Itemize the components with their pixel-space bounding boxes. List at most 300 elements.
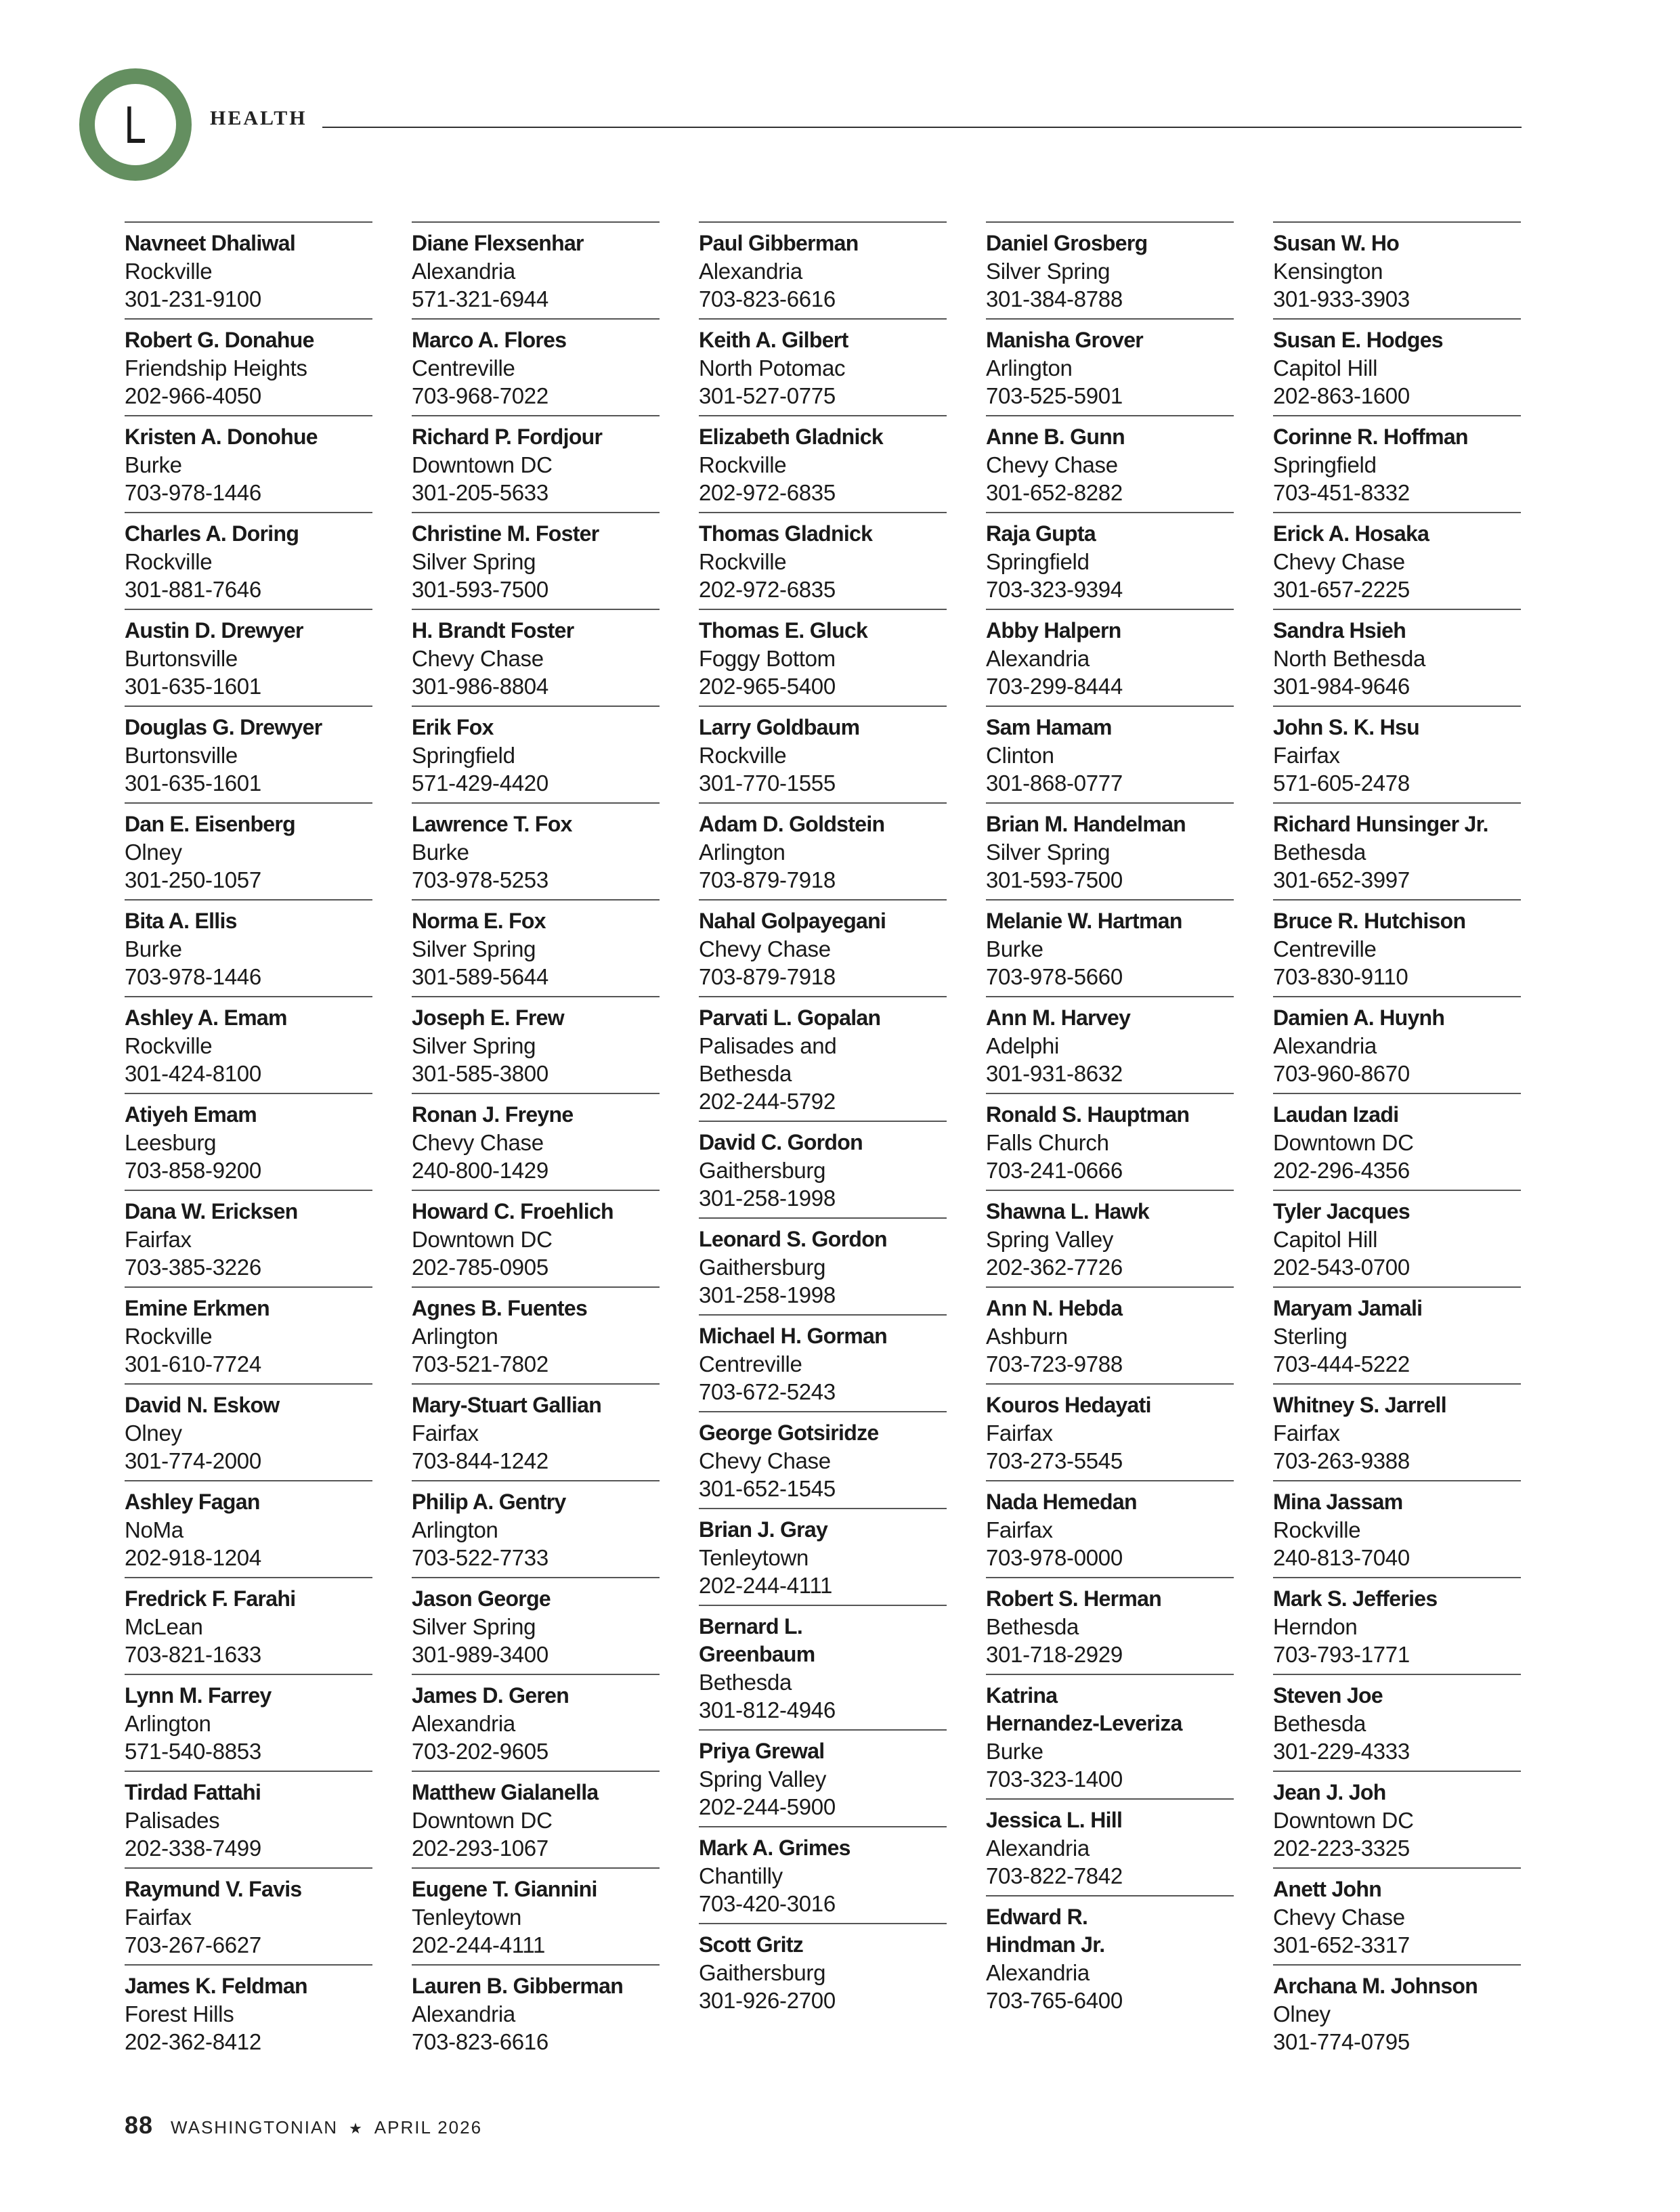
doctor-location: Rockville <box>125 259 213 284</box>
doctor-location: Bethesda <box>699 1061 792 1086</box>
doctor-phone: 301-610-7724 <box>125 1351 261 1376</box>
doctor-entry <box>1273 318 1521 415</box>
doctor-location: Alexandria <box>412 259 515 284</box>
doctor-location: Fairfax <box>1273 1421 1340 1446</box>
doctor-location: Friendship Heights <box>125 355 307 381</box>
doctor-name: Priya Grewal <box>699 1739 825 1763</box>
doctor-location: Tenleytown <box>699 1545 809 1570</box>
doctor-name: David N. Eskow <box>125 1393 280 1417</box>
doctor-name: David C. Gordon <box>699 1130 863 1154</box>
doctor-name: Corinne R. Hoffman <box>1273 425 1468 449</box>
doctor-location: Fairfax <box>986 1421 1053 1446</box>
doctor-name: Mina Jassam <box>1273 1490 1403 1514</box>
doctor-name: Thomas E. Gluck <box>699 618 868 643</box>
doctor-entry <box>1273 1480 1521 1577</box>
doctor-entry <box>986 1577 1234 1674</box>
doctor-name: Raymund V. Favis <box>125 1877 302 1901</box>
doctor-name: Dan E. Eisenberg <box>125 812 295 836</box>
doctor-location: Tenleytown <box>412 1905 522 1930</box>
doctor-name: George Gotsiridze <box>699 1421 879 1445</box>
doctor-entry <box>986 221 1234 318</box>
doctor-phone: 301-593-7500 <box>986 867 1123 892</box>
doctor-location: Arlington <box>699 840 785 865</box>
doctor-name: Steven Joe <box>1273 1683 1383 1708</box>
doctor-entry <box>699 1605 947 1729</box>
doctor-location: North Bethesda <box>1273 646 1426 671</box>
doctor-entry <box>986 706 1234 802</box>
doctor-location: Rockville <box>1273 1517 1361 1542</box>
star-icon: ★ <box>349 2120 364 2137</box>
doctor-location: Chevy Chase <box>412 646 544 671</box>
doctor-entry <box>1273 1771 1521 1867</box>
doctor-name: Shawna L. Hawk <box>986 1199 1149 1223</box>
doctor-name: Melanie W. Hartman <box>986 909 1182 933</box>
section-title: HEALTH <box>210 107 307 129</box>
doctor-entry <box>699 1826 947 1923</box>
doctor-entry <box>125 1867 372 1964</box>
directory-column <box>125 221 372 2061</box>
doctor-name: Hindman Jr. <box>986 1932 1105 1957</box>
doctor-location: Chevy Chase <box>699 936 831 961</box>
doctor-name: Sandra Hsieh <box>1273 618 1406 643</box>
doctor-location: North Potomac <box>699 355 846 381</box>
directory-listing <box>125 221 1560 2061</box>
doctor-name: Kristen A. Donohue <box>125 425 318 449</box>
doctor-phone: 301-718-2929 <box>986 1642 1123 1667</box>
doctor-phone: 571-540-8853 <box>125 1739 261 1764</box>
doctor-name: Michael H. Gorman <box>699 1324 887 1348</box>
doctor-entry <box>125 1674 372 1771</box>
doctor-phone: 703-858-9200 <box>125 1158 261 1183</box>
doctor-name: Ashley A. Emam <box>125 1005 287 1030</box>
doctor-name: Diane Flexsenhar <box>412 231 584 255</box>
doctor-entry <box>699 1314 947 1411</box>
doctor-name: Damien A. Huynh <box>1273 1005 1445 1030</box>
directory-column <box>412 221 660 2061</box>
doctor-name: Ronan J. Freyne <box>412 1102 574 1127</box>
doctor-location: Centreville <box>1273 936 1377 961</box>
doctor-entry <box>1273 802 1521 899</box>
doctor-phone: 703-521-7802 <box>412 1351 548 1376</box>
doctor-entry <box>699 318 947 415</box>
doctor-entry <box>699 512 947 609</box>
doctor-phone: 301-881-7646 <box>125 577 261 602</box>
doctor-entry <box>125 1480 372 1577</box>
doctor-location: Alexandria <box>412 1711 515 1736</box>
doctor-name: H. Brandt Foster <box>412 618 574 643</box>
doctor-entry <box>699 1923 947 2020</box>
doctor-name: Susan W. Ho <box>1273 231 1400 255</box>
doctor-entry <box>986 512 1234 609</box>
doctor-name: Navneet Dhaliwal <box>125 231 296 255</box>
doctor-phone: 301-585-3800 <box>412 1061 548 1086</box>
doctor-entry <box>699 221 947 318</box>
doctor-location: Alexandria <box>986 1836 1090 1861</box>
doctor-name: Keith A. Gilbert <box>699 328 848 352</box>
doctor-entry <box>1273 609 1521 706</box>
doctor-entry <box>699 802 947 899</box>
doctor-location: Springfield <box>1273 452 1377 477</box>
doctor-entry <box>125 221 372 318</box>
doctor-entry <box>412 706 660 802</box>
doctor-phone: 301-774-2000 <box>125 1448 261 1473</box>
doctor-name: Tyler Jacques <box>1273 1199 1410 1223</box>
doctor-entry <box>125 512 372 609</box>
doctor-phone: 301-229-4333 <box>1273 1739 1410 1764</box>
doctor-location: Ashburn <box>986 1324 1068 1349</box>
doctor-location: Foggy Bottom <box>699 646 836 671</box>
doctor-location: Chevy Chase <box>1273 1905 1405 1930</box>
doctor-name: Bernard L. <box>699 1614 803 1639</box>
doctor-entry <box>1273 1577 1521 1674</box>
doctor-name: Archana M. Johnson <box>1273 1974 1478 1998</box>
doctor-name: Agnes B. Fuentes <box>412 1296 588 1320</box>
doctor-phone: 202-863-1600 <box>1273 383 1410 408</box>
doctor-entry <box>1273 996 1521 1093</box>
doctor-name: Ann M. Harvey <box>986 1005 1131 1030</box>
doctor-name: Matthew Gialanella <box>412 1780 599 1804</box>
doctor-name: Daniel Grosberg <box>986 231 1148 255</box>
doctor-location: Chevy Chase <box>986 452 1118 477</box>
doctor-location: Alexandria <box>699 259 802 284</box>
doctor-phone: 703-978-0000 <box>986 1545 1123 1570</box>
doctor-phone: 703-263-9388 <box>1273 1448 1410 1473</box>
doctor-phone: 202-362-7726 <box>986 1255 1123 1280</box>
doctor-phone: 301-593-7500 <box>412 577 548 602</box>
doctor-entry <box>699 1411 947 1508</box>
doctor-location: Sterling <box>1273 1324 1348 1349</box>
doctor-name: Ann N. Hebda <box>986 1296 1123 1320</box>
doctor-name: Raja Gupta <box>986 521 1096 546</box>
publication-name: WASHINGTONIAN <box>171 2117 339 2138</box>
doctor-phone: 571-429-4420 <box>412 771 548 796</box>
doctor-phone: 301-812-4946 <box>699 1697 836 1722</box>
doctor-phone: 703-420-3016 <box>699 1891 836 1916</box>
doctor-name: Bita A. Ellis <box>125 909 237 933</box>
doctor-entry <box>125 1383 372 1480</box>
doctor-location: Silver Spring <box>986 259 1111 284</box>
doctor-phone: 202-223-3325 <box>1273 1836 1410 1861</box>
doctor-name: Adam D. Goldstein <box>699 812 885 836</box>
doctor-phone: 301-657-2225 <box>1273 577 1410 602</box>
doctor-phone: 301-770-1555 <box>699 771 836 796</box>
doctor-location: Burke <box>986 936 1043 961</box>
doctor-phone: 301-926-2700 <box>699 1988 836 2013</box>
doctor-entry <box>412 512 660 609</box>
doctor-phone: 240-800-1429 <box>412 1158 548 1183</box>
doctor-phone: 301-258-1998 <box>699 1186 836 1211</box>
doctor-phone: 703-385-3226 <box>125 1255 261 1280</box>
doctor-location: Rockville <box>699 452 787 477</box>
doctor-entry <box>699 899 947 996</box>
doctor-name: Kouros Hedayati <box>986 1393 1151 1417</box>
doctor-name: Laudan Izadi <box>1273 1102 1399 1127</box>
doctor-entry <box>986 415 1234 512</box>
doctor-phone: 202-293-1067 <box>412 1836 548 1861</box>
doctor-name: Nada Hemedan <box>986 1490 1137 1514</box>
doctor-location: Silver Spring <box>412 1614 536 1639</box>
doctor-entry <box>699 1508 947 1605</box>
doctor-location: Adelphi <box>986 1033 1059 1058</box>
doctor-entry <box>986 318 1234 415</box>
doctor-entry <box>986 1093 1234 1190</box>
doctor-name: Emine Erkmen <box>125 1296 270 1320</box>
doctor-location: Bethesda <box>699 1670 792 1695</box>
doctor-name: James K. Feldman <box>125 1974 307 1998</box>
doctor-name: Mary-Stuart Gallian <box>412 1393 602 1417</box>
doctor-location: Downtown DC <box>1273 1808 1414 1833</box>
doctor-name: Lawrence T. Fox <box>412 812 572 836</box>
doctor-location: Spring Valley <box>699 1766 827 1792</box>
page-footer <box>125 2111 482 2140</box>
doctor-location: Burke <box>125 452 182 477</box>
doctor-name: Sam Hamam <box>986 715 1112 739</box>
doctor-location: Fairfax <box>125 1905 192 1930</box>
doctor-entry <box>1273 415 1521 512</box>
doctor-location: Alexandria <box>986 646 1090 671</box>
doctor-phone: 571-605-2478 <box>1273 771 1410 796</box>
doctor-phone: 703-960-8670 <box>1273 1061 1410 1086</box>
doctor-phone: 301-635-1601 <box>125 674 261 699</box>
doctor-name: Atiyeh Emam <box>125 1102 257 1127</box>
doctor-location: McLean <box>125 1614 203 1639</box>
doctor-entry <box>412 899 660 996</box>
doctor-entry <box>412 996 660 1093</box>
doctor-phone: 240-813-7040 <box>1273 1545 1410 1570</box>
doctor-phone: 703-823-6616 <box>699 286 836 311</box>
doctor-name: Manisha Grover <box>986 328 1144 352</box>
doctor-location: Burtonsville <box>125 646 238 671</box>
doctor-location: Kensington <box>1273 259 1383 284</box>
doctor-name: Lynn M. Farrey <box>125 1683 272 1708</box>
doctor-entry <box>125 899 372 996</box>
doctor-entry <box>699 609 947 706</box>
doctor-name: Robert G. Donahue <box>125 328 314 352</box>
doctor-phone: 703-879-7918 <box>699 867 836 892</box>
doctor-entry <box>125 1964 372 2061</box>
doctor-phone: 703-978-1446 <box>125 964 261 989</box>
doctor-entry <box>986 996 1234 1093</box>
doctor-phone: 301-989-3400 <box>412 1642 548 1667</box>
doctor-entry <box>986 1674 1234 1798</box>
doctor-entry <box>125 802 372 899</box>
doctor-name: Charles A. Doring <box>125 521 299 546</box>
doctor-location: Spring Valley <box>986 1227 1114 1252</box>
doctor-phone: 301-984-9646 <box>1273 674 1410 699</box>
doctor-name: Mark S. Jefferies <box>1273 1586 1438 1611</box>
doctor-name: Jason George <box>412 1586 551 1611</box>
doctor-phone: 703-241-0666 <box>986 1158 1123 1183</box>
doctor-name: Richard P. Fordjour <box>412 425 603 449</box>
doctor-name: Greenbaum <box>699 1642 815 1666</box>
doctor-entry <box>699 415 947 512</box>
doctor-entry <box>986 1798 1234 1895</box>
doctor-entry <box>699 1217 947 1314</box>
doctor-phone: 703-978-5253 <box>412 867 548 892</box>
doctor-location: Fairfax <box>1273 743 1340 768</box>
doctor-location: Rockville <box>125 1033 213 1058</box>
doctor-entry <box>412 1867 660 1964</box>
doctor-name: Fredrick F. Farahi <box>125 1586 296 1611</box>
doctor-name: Erik Fox <box>412 715 494 739</box>
doctor-phone: 703-723-9788 <box>986 1351 1123 1376</box>
doctor-entry <box>412 1480 660 1577</box>
doctor-name: Tirdad Fattahi <box>125 1780 261 1804</box>
doctor-location: Arlington <box>412 1517 498 1542</box>
doctor-location: Arlington <box>125 1711 211 1736</box>
doctor-entry <box>1273 1286 1521 1383</box>
doctor-phone: 703-793-1771 <box>1273 1642 1410 1667</box>
doctor-entry <box>412 1383 660 1480</box>
doctor-name: Thomas Gladnick <box>699 521 873 546</box>
doctor-location: Fairfax <box>125 1227 192 1252</box>
doctor-phone: 301-231-9100 <box>125 286 261 311</box>
doctor-location: Herndon <box>1273 1614 1358 1639</box>
doctor-phone: 301-205-5633 <box>412 480 548 505</box>
doctor-name: James D. Geren <box>412 1683 569 1708</box>
doctor-entry <box>1273 899 1521 996</box>
doctor-entry <box>412 1286 660 1383</box>
doctor-location: Fairfax <box>412 1421 479 1446</box>
doctor-entry <box>986 1286 1234 1383</box>
doctor-name: Douglas G. Drewyer <box>125 715 322 739</box>
doctor-location: Centreville <box>412 355 515 381</box>
doctor-phone: 301-258-1998 <box>699 1282 836 1307</box>
doctor-name: Scott Gritz <box>699 1932 804 1957</box>
doctor-location: Silver Spring <box>412 936 536 961</box>
doctor-name: Larry Goldbaum <box>699 715 860 739</box>
doctor-entry <box>412 1964 660 2061</box>
doctor-location: Alexandria <box>986 1960 1090 1985</box>
doctor-location: Silver Spring <box>986 840 1111 865</box>
doctor-entry <box>412 1577 660 1674</box>
doctor-phone: 202-338-7499 <box>125 1836 261 1861</box>
directory-column <box>699 221 947 2061</box>
doctor-name: Lauren B. Gibberman <box>412 1974 624 1998</box>
doctor-location: Alexandria <box>412 2001 515 2026</box>
doctor-location: Gaithersburg <box>699 1960 826 1985</box>
doctor-name: Brian M. Handelman <box>986 812 1186 836</box>
doctor-name: Anett John <box>1273 1877 1382 1901</box>
doctor-entry <box>125 609 372 706</box>
doctor-phone: 703-978-1446 <box>125 480 261 505</box>
doctor-location: Gaithersburg <box>699 1255 826 1280</box>
doctor-phone: 301-652-8282 <box>986 480 1123 505</box>
doctor-name: Eugene T. Giannini <box>412 1877 597 1901</box>
doctor-phone: 703-299-8444 <box>986 674 1123 699</box>
doctor-entry <box>986 802 1234 899</box>
doctor-name: Ronald S. Hauptman <box>986 1102 1190 1127</box>
doctor-location: Palisades <box>125 1808 220 1833</box>
doctor-entry <box>699 996 947 1121</box>
doctor-entry <box>986 1383 1234 1480</box>
doctor-location: Downtown DC <box>412 452 553 477</box>
doctor-phone: 703-968-7022 <box>412 383 548 408</box>
doctor-location: Springfield <box>412 743 515 768</box>
doctor-phone: 703-765-6400 <box>986 1988 1123 2013</box>
doctor-phone: 703-844-1242 <box>412 1448 548 1473</box>
doctor-phone: 301-931-8632 <box>986 1061 1123 1086</box>
doctor-phone: 703-879-7918 <box>699 964 836 989</box>
doctor-location: Arlington <box>986 355 1073 381</box>
doctor-phone: 703-267-6627 <box>125 1932 261 1957</box>
doctor-entry <box>1273 221 1521 318</box>
doctor-location: Olney <box>1273 2001 1331 2026</box>
doctor-name: Abby Halpern <box>986 618 1121 643</box>
doctor-location: Rockville <box>699 549 787 574</box>
doctor-phone: 301-250-1057 <box>125 867 261 892</box>
issue-date: APRIL 2026 <box>374 2117 483 2138</box>
doctor-entry <box>699 1121 947 1217</box>
doctor-location: Burtonsville <box>125 743 238 768</box>
header-divider <box>322 127 1522 128</box>
doctor-phone: 301-589-5644 <box>412 964 548 989</box>
doctor-name: Leonard S. Gordon <box>699 1227 887 1251</box>
doctor-name: Parvati L. Gopalan <box>699 1005 881 1030</box>
doctor-location: Silver Spring <box>412 549 536 574</box>
doctor-entry <box>1273 512 1521 609</box>
doctor-phone: 301-527-0775 <box>699 383 836 408</box>
doctor-name: Elizabeth Gladnick <box>699 425 883 449</box>
doctor-entry <box>986 1190 1234 1286</box>
doctor-phone: 301-652-3317 <box>1273 1932 1410 1957</box>
doctor-name: Paul Gibberman <box>699 231 859 255</box>
doctor-phone: 301-652-3997 <box>1273 867 1410 892</box>
doctor-location: Downtown DC <box>1273 1130 1414 1155</box>
doctor-location: Chevy Chase <box>1273 549 1405 574</box>
doctor-location: Palisades and <box>699 1033 837 1058</box>
doctor-entry <box>986 1480 1234 1577</box>
doctor-location: Rockville <box>125 1324 213 1349</box>
doctor-phone: 202-244-5792 <box>699 1089 836 1114</box>
doctor-phone: 703-978-5660 <box>986 964 1123 989</box>
doctor-name: Jean J. Joh <box>1273 1780 1386 1804</box>
doctor-phone: 202-965-5400 <box>699 674 836 699</box>
doctor-entry <box>412 318 660 415</box>
doctor-phone: 703-273-5545 <box>986 1448 1123 1473</box>
doctor-location: Falls Church <box>986 1130 1109 1155</box>
logo-letter: L <box>124 95 147 154</box>
doctor-name: Bruce R. Hutchison <box>1273 909 1466 933</box>
doctor-entry <box>125 415 372 512</box>
doctor-phone: 301-652-1545 <box>699 1476 836 1501</box>
doctor-phone: 202-296-4356 <box>1273 1158 1410 1183</box>
doctor-entry <box>412 802 660 899</box>
doctor-location: Bethesda <box>986 1614 1079 1639</box>
doctor-location: Capitol Hill <box>1273 1227 1378 1252</box>
doctor-phone: 301-933-3903 <box>1273 286 1410 311</box>
doctor-entry <box>412 415 660 512</box>
doctor-entry <box>986 1895 1234 2020</box>
doctor-phone: 703-822-7842 <box>986 1863 1123 1888</box>
doctor-entry <box>1273 1964 1521 2061</box>
doctor-phone: 571-321-6944 <box>412 286 548 311</box>
directory-column <box>1273 221 1521 2061</box>
doctor-phone: 202-244-4111 <box>699 1573 833 1598</box>
doctor-name: John S. K. Hsu <box>1273 715 1419 739</box>
doctor-phone: 202-785-0905 <box>412 1255 548 1280</box>
doctor-phone: 703-823-6616 <box>412 2029 548 2054</box>
doctor-phone: 703-444-5222 <box>1273 1351 1410 1376</box>
doctor-name: Ashley Fagan <box>125 1490 260 1514</box>
doctor-entry <box>412 221 660 318</box>
directory-column <box>986 221 1234 2061</box>
doctor-name: Hernandez-Leveriza <box>986 1711 1182 1735</box>
doctor-name: Whitney S. Jarrell <box>1273 1393 1446 1417</box>
doctor-phone: 202-244-5900 <box>699 1794 836 1819</box>
doctor-location: Chevy Chase <box>699 1448 831 1473</box>
doctor-entry <box>1273 1190 1521 1286</box>
